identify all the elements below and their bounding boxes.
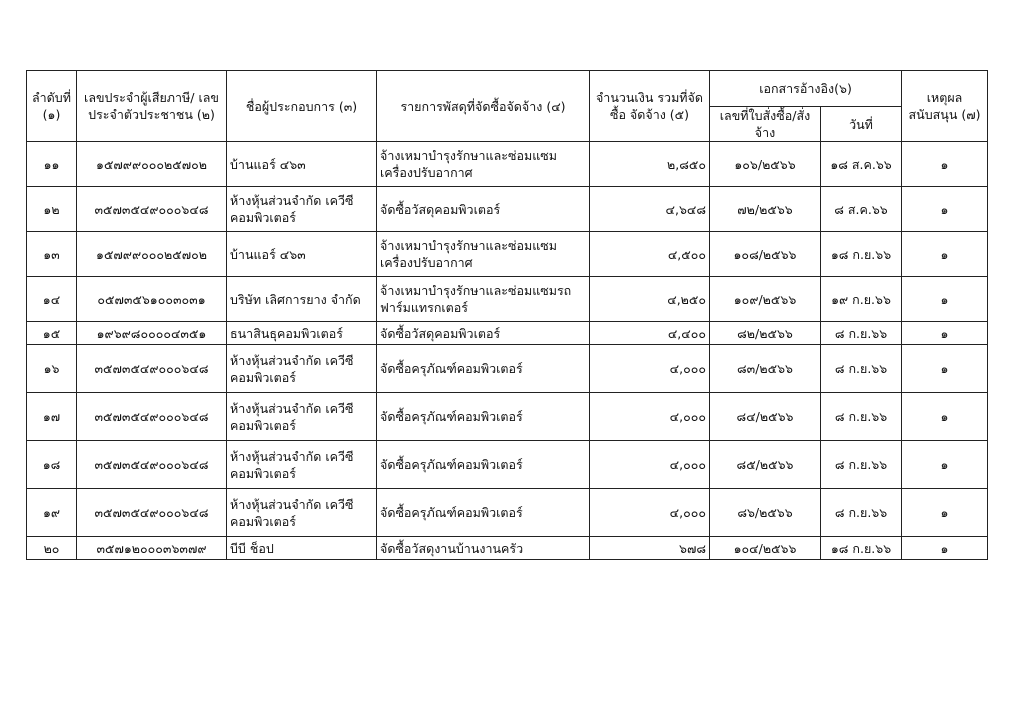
cell-reason: ๑ bbox=[902, 393, 988, 441]
cell-date: ๘ ก.ย.๖๖ bbox=[821, 489, 902, 537]
cell-seq: ๑๕ bbox=[27, 322, 77, 345]
cell-docno: ๘๕/๒๕๖๖ bbox=[710, 441, 821, 489]
cell-amount: ๒,๘๕๐ bbox=[590, 142, 710, 187]
cell-date: ๘ ก.ย.๖๖ bbox=[821, 322, 902, 345]
cell-date: ๘ ก.ย.๖๖ bbox=[821, 393, 902, 441]
cell-amount: ๔,๒๕๐ bbox=[590, 277, 710, 322]
cell-item: จัดซื้อครุภัณฑ์คอมพิวเตอร์ bbox=[377, 489, 590, 537]
table-row bbox=[27, 322, 988, 345]
header-amount: จำนวนเงิน รวมที่จัดซื้อ จัดจ้าง (๕) bbox=[590, 71, 710, 142]
cell-amount: ๔,๐๐๐ bbox=[590, 489, 710, 537]
cell-taxid: ๐๕๗๓๕๖๑๐๐๓๐๓๑ bbox=[77, 277, 227, 322]
cell-vendor: ห้างหุ้นส่วนจำกัด เควีซี คอมพิวเตอร์ bbox=[227, 441, 377, 489]
cell-reason: ๑ bbox=[902, 489, 988, 537]
cell-taxid: ๑๕๗๙๙๐๐๐๒๕๗๐๒ bbox=[77, 142, 227, 187]
cell-vendor: บริษัท เลิศการยาง จำกัด bbox=[227, 277, 377, 322]
cell-taxid: ๑๕๗๙๙๐๐๐๒๕๗๐๒ bbox=[77, 232, 227, 277]
cell-item: จัดซื้อครุภัณฑ์คอมพิวเตอร์ bbox=[377, 393, 590, 441]
cell-reason: ๑ bbox=[902, 142, 988, 187]
cell-reason: ๑ bbox=[902, 187, 988, 232]
cell-reason: ๑ bbox=[902, 441, 988, 489]
cell-seq: ๑๗ bbox=[27, 393, 77, 441]
cell-date: ๘ ก.ย.๖๖ bbox=[821, 345, 902, 393]
header-date: วันที่ bbox=[821, 107, 902, 142]
cell-date: ๘ ก.ย.๖๖ bbox=[821, 441, 902, 489]
cell-seq: ๑๖ bbox=[27, 345, 77, 393]
cell-amount: ๔,๐๐๐ bbox=[590, 345, 710, 393]
header-taxid: เลขประจำผู้เสียภาษี/ เลขประจำตัวประชาชน (๒) bbox=[77, 71, 227, 142]
cell-docno: ๑๐๖/๒๕๖๖ bbox=[710, 142, 821, 187]
cell-reason: ๑ bbox=[902, 345, 988, 393]
cell-item: จ้างเหมาบำรุงรักษาและซ่อมแซมเครื่องปรับอากาศ bbox=[377, 142, 590, 187]
cell-docno: ๘๓/๒๕๖๖ bbox=[710, 345, 821, 393]
cell-date: ๑๘ ก.ย.๖๖ bbox=[821, 537, 902, 560]
cell-vendor: ห้างหุ้นส่วนจำกัด เควีซี คอมพิวเตอร์ bbox=[227, 187, 377, 232]
cell-vendor: บ้านแอร์ ๔๖๓ bbox=[227, 142, 377, 187]
cell-docno: ๘๔/๒๕๖๖ bbox=[710, 393, 821, 441]
table-row bbox=[27, 489, 988, 537]
header-docref: เอกสารอ้างอิง(๖) bbox=[710, 71, 902, 107]
cell-taxid: ๓๕๗๓๕๔๙๐๐๐๖๔๘ bbox=[77, 489, 227, 537]
cell-docno: ๘๖/๒๕๖๖ bbox=[710, 489, 821, 537]
cell-amount: ๔,๖๔๘ bbox=[590, 187, 710, 232]
cell-vendor: ห้างหุ้นส่วนจำกัด เควีซี คอมพิวเตอร์ bbox=[227, 393, 377, 441]
table-row bbox=[27, 393, 988, 441]
header-vendor: ชื่อผู้ประกอบการ (๓) bbox=[227, 71, 377, 142]
cell-amount: ๔,๕๐๐ bbox=[590, 232, 710, 277]
cell-item: จัดซื้อวัสดุคอมพิวเตอร์ bbox=[377, 322, 590, 345]
cell-amount: ๔,๐๐๐ bbox=[590, 393, 710, 441]
cell-taxid: ๓๕๗๑๒๐๐๐๓๖๓๗๙ bbox=[77, 537, 227, 560]
cell-vendor: ห้างหุ้นส่วนจำกัด เควีซี คอมพิวเตอร์ bbox=[227, 345, 377, 393]
cell-amount: ๔,๔๐๐ bbox=[590, 322, 710, 345]
cell-docno: ๘๒/๒๕๖๖ bbox=[710, 322, 821, 345]
cell-taxid: ๓๕๗๓๕๔๙๐๐๐๖๔๘ bbox=[77, 393, 227, 441]
cell-seq: ๑๒ bbox=[27, 187, 77, 232]
table-row bbox=[27, 441, 988, 489]
cell-amount: ๖๗๘ bbox=[590, 537, 710, 560]
cell-date: ๑๘ ส.ค.๖๖ bbox=[821, 142, 902, 187]
cell-taxid: ๓๕๗๓๕๔๙๐๐๐๖๔๘ bbox=[77, 345, 227, 393]
cell-item: จัดซื้อวัสดุงานบ้านงานครัว bbox=[377, 537, 590, 560]
cell-reason: ๑ bbox=[902, 537, 988, 560]
cell-seq: ๑๘ bbox=[27, 441, 77, 489]
cell-docno: ๑๐๘/๒๕๖๖ bbox=[710, 232, 821, 277]
table-row bbox=[27, 187, 988, 232]
cell-reason: ๑ bbox=[902, 277, 988, 322]
header-seq: ลำดับที่ (๑) bbox=[27, 71, 77, 142]
cell-seq: ๒๐ bbox=[27, 537, 77, 560]
cell-vendor: บ้านแอร์ ๔๖๓ bbox=[227, 232, 377, 277]
header-reason: เหตุผลสนับสนุน (๗) bbox=[902, 71, 988, 142]
cell-seq: ๑๙ bbox=[27, 489, 77, 537]
cell-item: จ้างเหมาบำรุงรักษาและซ่อมแซมรถฟาร์มแทรกเตอร์ bbox=[377, 277, 590, 322]
table-row bbox=[27, 537, 988, 560]
cell-seq: ๑๑ bbox=[27, 142, 77, 187]
cell-item: จัดซื้อครุภัณฑ์คอมพิวเตอร์ bbox=[377, 345, 590, 393]
cell-item: จ้างเหมาบำรุงรักษาและซ่อมแซมเครื่องปรับอากาศ bbox=[377, 232, 590, 277]
cell-item: จัดซื้อวัสดุคอมพิวเตอร์ bbox=[377, 187, 590, 232]
cell-date: ๑๙ ก.ย.๖๖ bbox=[821, 277, 902, 322]
cell-date: ๘ ส.ค.๖๖ bbox=[821, 187, 902, 232]
cell-reason: ๑ bbox=[902, 232, 988, 277]
cell-reason: ๑ bbox=[902, 322, 988, 345]
cell-docno: ๑๐๙/๒๕๖๖ bbox=[710, 277, 821, 322]
cell-taxid: ๓๕๗๓๕๔๙๐๐๐๖๔๘ bbox=[77, 441, 227, 489]
cell-taxid: ๑๙๖๙๘๐๐๐๐๔๓๕๑ bbox=[77, 322, 227, 345]
cell-seq: ๑๓ bbox=[27, 232, 77, 277]
cell-docno: ๗๒/๒๕๖๖ bbox=[710, 187, 821, 232]
cell-item: จัดซื้อครุภัณฑ์คอมพิวเตอร์ bbox=[377, 441, 590, 489]
cell-taxid: ๓๕๗๓๕๔๙๐๐๐๖๔๘ bbox=[77, 187, 227, 232]
table-row bbox=[27, 277, 988, 322]
cell-docno: ๑๐๔/๒๕๖๖ bbox=[710, 537, 821, 560]
header-docno: เลขที่ใบสั่งซื้อ/สั่งจ้าง bbox=[710, 107, 821, 142]
cell-vendor: ห้างหุ้นส่วนจำกัด เควีซี คอมพิวเตอร์ bbox=[227, 489, 377, 537]
table-row bbox=[27, 345, 988, 393]
cell-amount: ๔,๐๐๐ bbox=[590, 441, 710, 489]
procurement-table bbox=[26, 70, 988, 560]
cell-date: ๑๘ ก.ย.๖๖ bbox=[821, 232, 902, 277]
table-row bbox=[27, 142, 988, 187]
cell-seq: ๑๔ bbox=[27, 277, 77, 322]
cell-vendor: ธนาสินธุคอมพิวเตอร์ bbox=[227, 322, 377, 345]
cell-vendor: บีบี ช็อป bbox=[227, 537, 377, 560]
header-items: รายการพัสดุที่จัดซื้อจัดจ้าง (๔) bbox=[377, 71, 590, 142]
table-row bbox=[27, 232, 988, 277]
